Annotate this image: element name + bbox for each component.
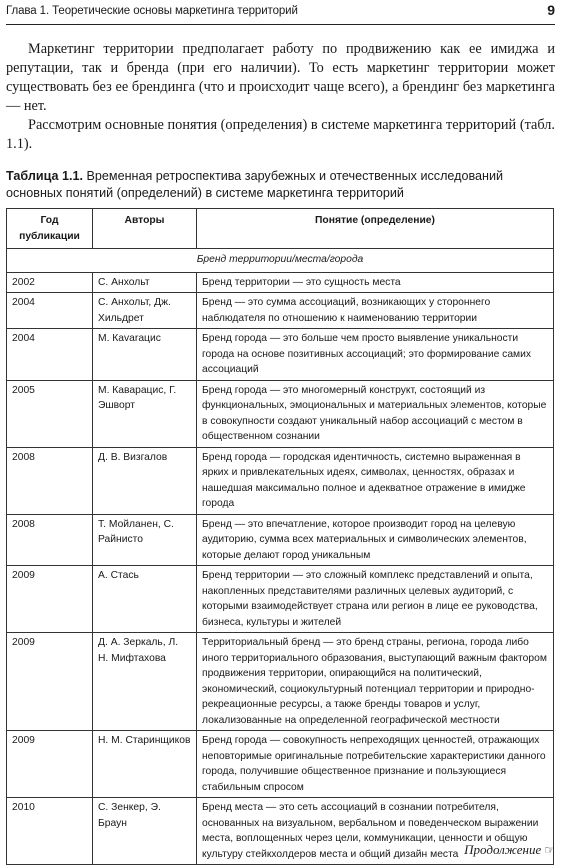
- cell-concept: Бренд города — это больше чем просто выявление уникальности города на основе позитивных ассоциаций; это формирование самих ассоциаций: [197, 329, 554, 381]
- cell-year: 2008: [7, 514, 93, 566]
- cell-authors: С. Анхольт: [93, 272, 197, 293]
- cell-authors: Н. М. Старинщиков: [93, 731, 197, 798]
- cell-concept: Бренд — это впечатление, которое производит город на целевую аудиторию, сумма всех материальных и символических элементов, которые делают город уникальным: [197, 514, 554, 566]
- table-row: [7, 272, 554, 293]
- paragraph: Рассмотрим основные понятия (определения) в системе маркетинга территорий (табл. 1.1).: [6, 117, 555, 152]
- table-caption: [6, 168, 555, 202]
- cell-authors: М. Кavarацис: [93, 329, 197, 381]
- continuation-label: Продолжение: [464, 842, 542, 857]
- pointing-hand-icon: ☞: [544, 843, 555, 857]
- cell-year: 2004: [7, 329, 93, 381]
- cell-authors: С. Зенкер, Э. Браун: [93, 798, 197, 865]
- table-row: [7, 633, 554, 731]
- table-section-title: Бренд территории/места/города: [7, 249, 554, 273]
- cell-concept: Бренд города — городская идентичность, системно выраженная в ярких и привлекательных идеях, символах, ценностях, образах и нашедшая максимально полное и адекватное отражение в имидже города: [197, 447, 554, 514]
- column-header-year: Год публикации: [7, 209, 93, 249]
- table-row: [7, 514, 554, 566]
- table-header-row: [7, 209, 554, 249]
- cell-concept: Бренд — это сумма ассоциаций, возникающих у стороннего наблюдателя по отношению к наименованию территории: [197, 293, 554, 329]
- chapter-title: Глава 1. Теоретические основы маркетинга территорий: [6, 5, 298, 17]
- table-row: [7, 293, 554, 329]
- column-header-concept: Понятие (определение): [197, 209, 554, 249]
- concepts-table: [6, 208, 554, 865]
- cell-concept: Территориальный бренд — это бренд страны, региона, города либо иного территориального образования, выступающий важным фактором продвижения территории, опирающийся на политический, экономический, социокультурный потенциал территории и природно-рекреационные ресурсы, а также бренды товаров и услуг, локализованные на определенной географической местности: [197, 633, 554, 731]
- table-row: [7, 329, 554, 381]
- cell-year: 2009: [7, 731, 93, 798]
- table-caption-text: Временная ретроспектива зарубежных и отечественных исследований основных понятий (определений) в системе маркетинга территорий: [6, 169, 504, 200]
- cell-authors: Д. А. Зеркаль, Л. Н. Мифтахова: [93, 633, 197, 731]
- cell-concept: Бренд места — это сеть ассоциаций в сознании потребителя, основанных на визуальном, вербальном и поведенческом выражении места, воплощенных через цели, коммуникации, ценности и общую культуру стейкхолдеров места и общий дизайн места: [197, 798, 554, 865]
- cell-year: 2009: [7, 566, 93, 633]
- page-number: 9: [547, 2, 555, 18]
- body-text: [6, 40, 555, 154]
- cell-concept: Бренд территории — это сущность места: [197, 272, 554, 293]
- cell-authors: М. Каварацис, Г. Эшворт: [93, 380, 197, 447]
- cell-year: 2009: [7, 633, 93, 731]
- table-row: [7, 447, 554, 514]
- cell-year: 2002: [7, 272, 93, 293]
- table-caption-label: Таблица 1.1.: [6, 169, 83, 183]
- cell-authors: Т. Мойланен, С. Райнисто: [93, 514, 197, 566]
- cell-year: 2010: [7, 798, 93, 865]
- table-row: [7, 380, 554, 447]
- cell-authors: С. Анхольт, Дж. Хильдрет: [93, 293, 197, 329]
- table-row: [7, 566, 554, 633]
- running-header: [6, 0, 555, 25]
- cell-year: 2005: [7, 380, 93, 447]
- table-row: [7, 731, 554, 798]
- paragraph: Маркетинг территории предполагает работу по продвижению как ее имиджа и репутации, так и бренда (при его наличии). То есть маркетинг территории может существовать без ее брендинга (что и происходит чаще всего), а брендинг без маркетинга — нет.: [6, 41, 555, 114]
- cell-year: 2008: [7, 447, 93, 514]
- cell-year: 2004: [7, 293, 93, 329]
- cell-authors: А. Стась: [93, 566, 197, 633]
- cell-authors: Д. В. Визгалов: [93, 447, 197, 514]
- table-section-row: [7, 249, 554, 273]
- cell-concept: Бренд города — совокупность непреходящих ценностей, отражающих неповторимые оригинальные потребительские характеристики данного города, получившие общественное признание и пользующиеся стабильным спросом: [197, 731, 554, 798]
- column-header-authors: Авторы: [93, 209, 197, 249]
- continuation-note: [464, 842, 555, 858]
- cell-concept: Бренд города — это многомерный конструкт, состоящий из функциональных, эмоциональных и материальных элементов, которые в совокупности создают уникальный набор ассоциаций с местом в общественном сознании: [197, 380, 554, 447]
- cell-concept: Бренд территории — это сложный комплекс представлений и опыта, накопленных представителями различных целевых аудиторий, с которыми взаимодействует страна или регион в лице ее руководства, бизнеса, культуры и жителей: [197, 566, 554, 633]
